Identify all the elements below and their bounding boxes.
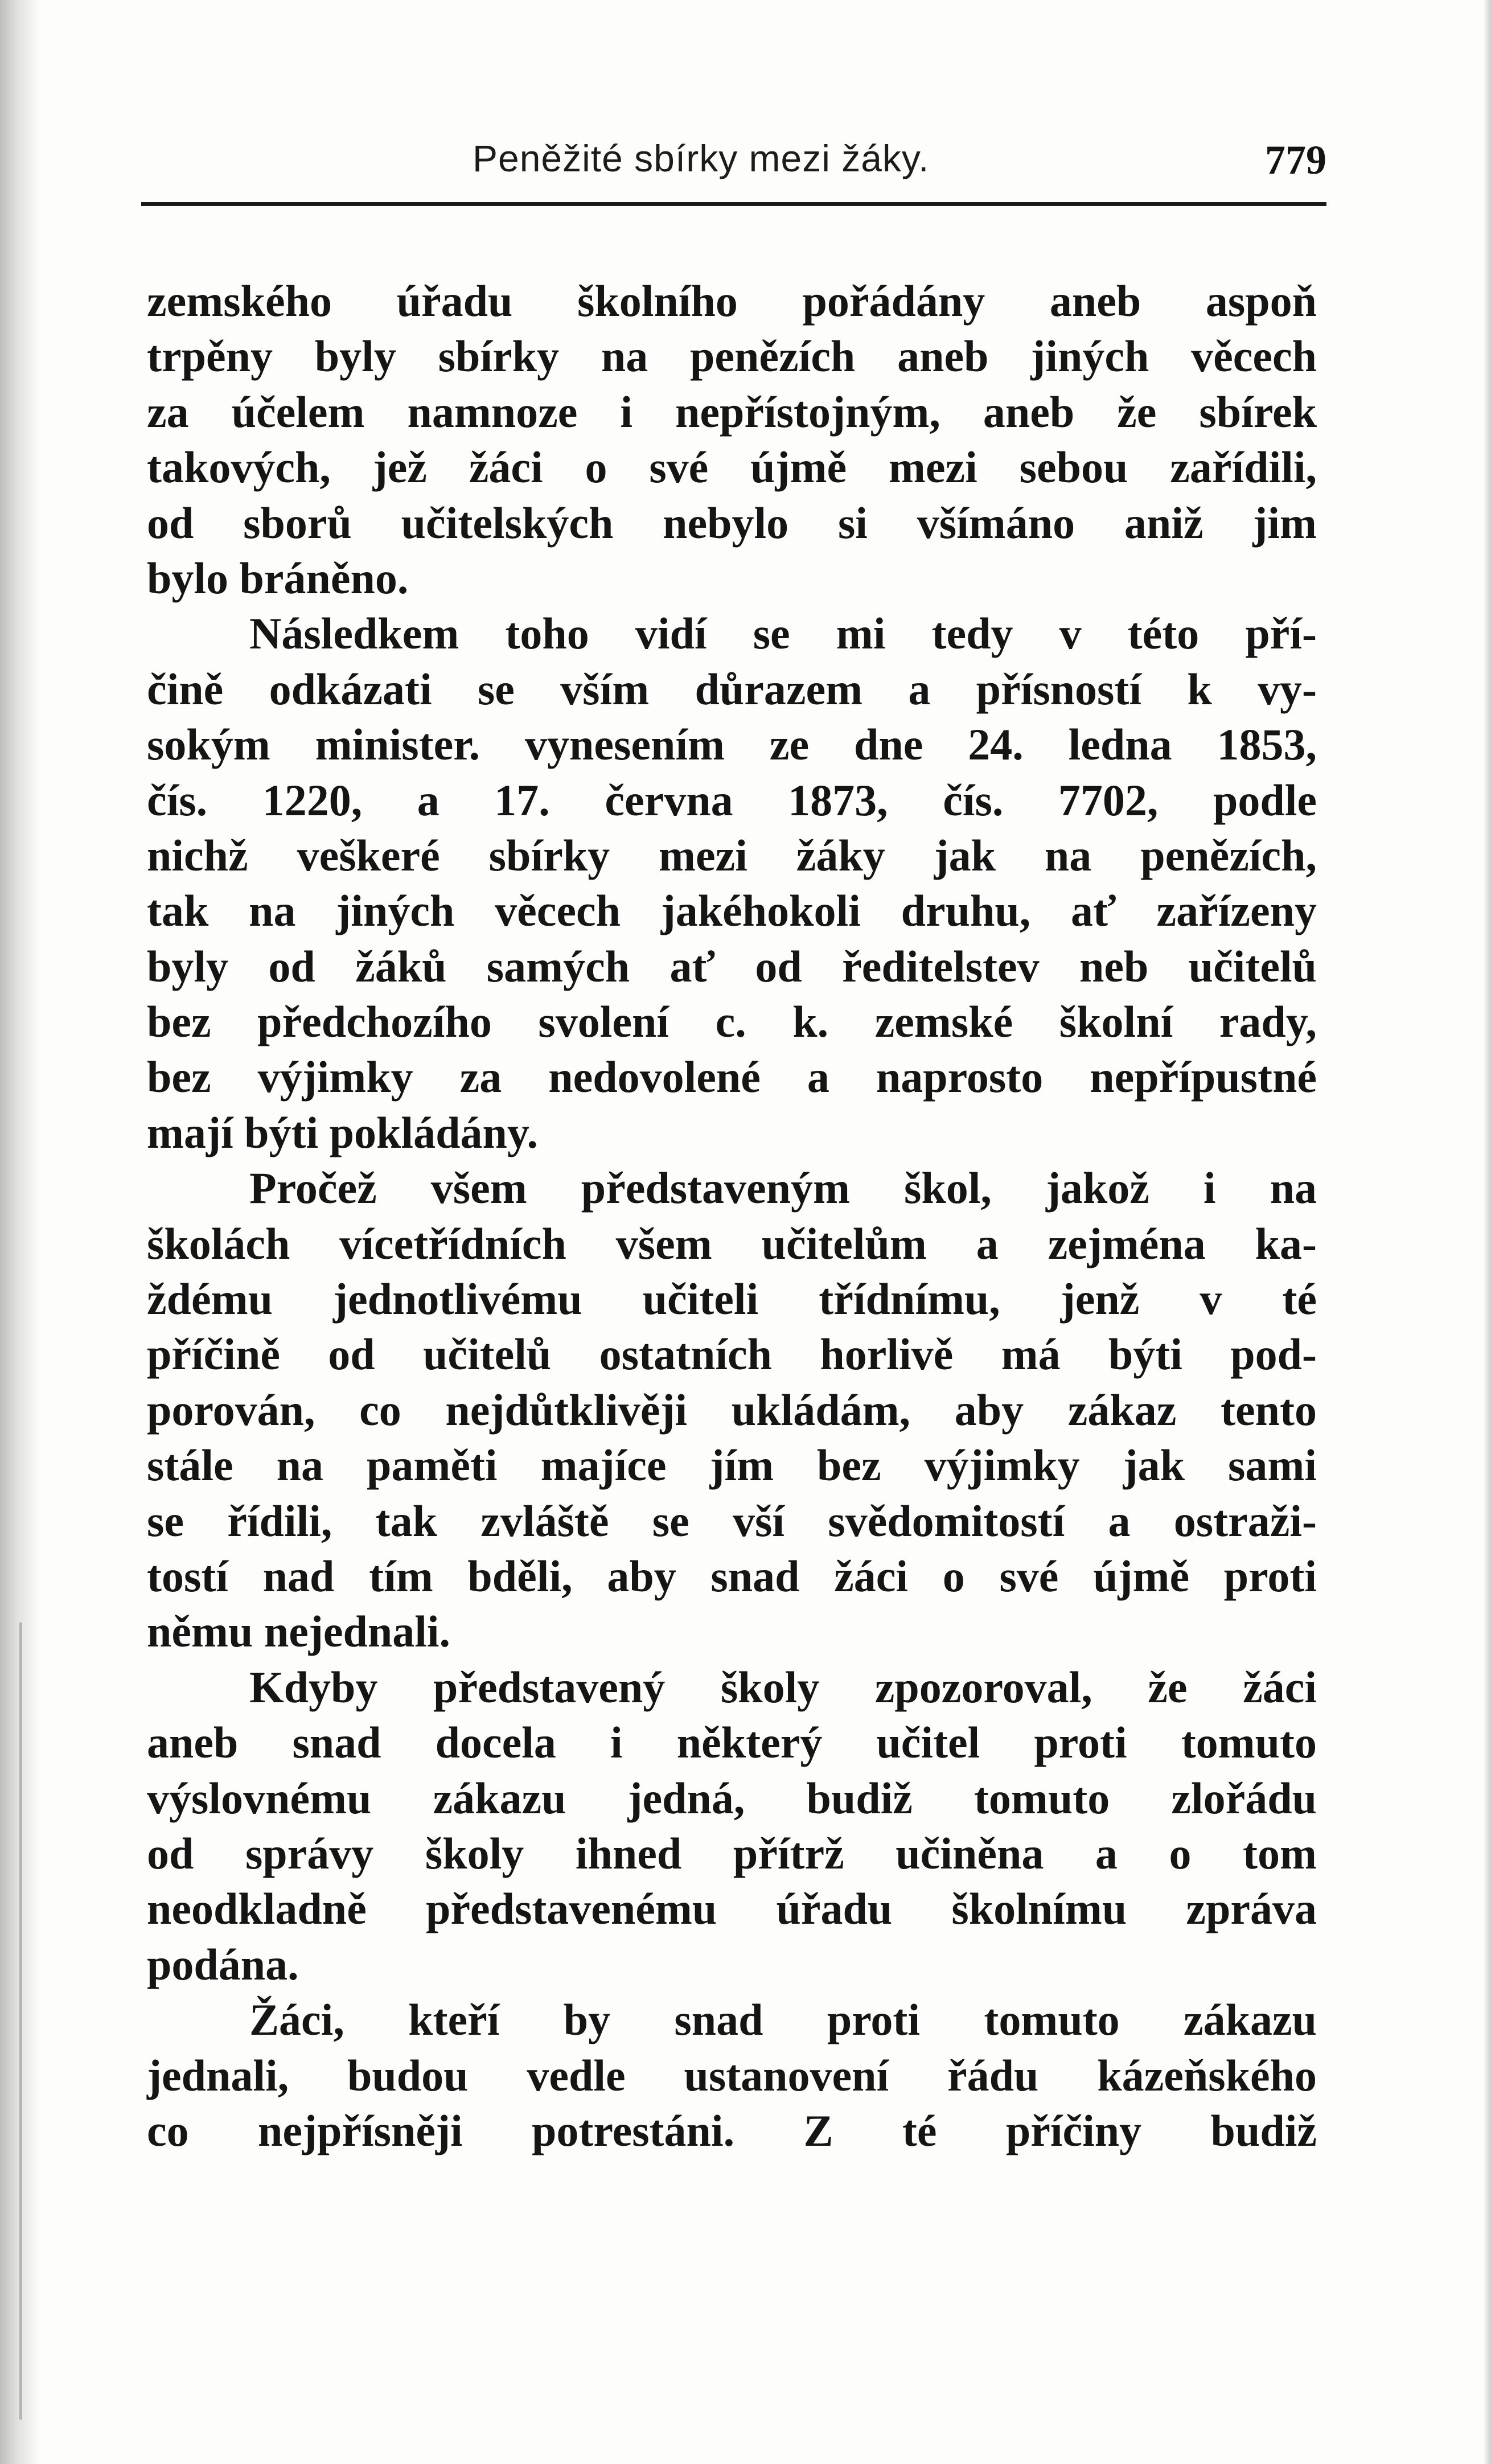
text-line: ždému jednotlivému učiteli třídnímu, jenž v té	[147, 1274, 1317, 1324]
text-line: aneb snad docela i některý učitel proti tomuto	[147, 1718, 1317, 1768]
text-line: neodkladně představenému úřadu školnímu zpráva	[147, 1884, 1317, 1934]
header-rule	[141, 202, 1326, 206]
text-line: výslovnému zákazu jedná, budiž tomuto zlořádu	[147, 1773, 1317, 1823]
text-line: mají býti pokládány.	[147, 1107, 539, 1157]
page-number: 779	[1265, 137, 1326, 183]
running-title: Peněžité sbírky mezi žáky.	[473, 137, 930, 179]
paragraph-start-line: Následkem toho vidí se mi tedy v této pří-	[249, 609, 1317, 659]
text-line: co nejpřísněji potrestáni. Z té příčiny budiž	[147, 2105, 1317, 2155]
text-line: bylo bráněno.	[147, 553, 409, 603]
text-line: nichž veškeré sbírky mezi žáky jak na penězích,	[147, 830, 1317, 880]
text-line: bez předchozího svolení c. k. zemské školní rady,	[147, 997, 1317, 1047]
text-line: za účelem namnoze i nepřístojným, aneb že sbírek	[147, 387, 1317, 437]
text-line: byly od žáků samých ať od ředitelstev neb učitelů	[147, 941, 1317, 991]
text-line: podána.	[147, 1939, 299, 1989]
paragraph-start-line: Žáci, kteří by snad proti tomuto zákazu	[249, 1995, 1317, 2045]
text-line: od správy školy ihned přítrž učiněna a o tom	[147, 1828, 1317, 1878]
binding-edge-mark	[19, 1623, 22, 2420]
text-line: sokým minister. vynesením ze dne 24. ledna 1853,	[147, 720, 1317, 770]
text-line: od sborů učitelských nebylo si všímáno aniž jim	[147, 498, 1317, 548]
paragraph-start-line: Kdyby představený školy zpozoroval, že žáci	[249, 1662, 1317, 1712]
text-line: tostí nad tím bděli, aby snad žáci o své újmě proti	[147, 1551, 1317, 1601]
text-line: zemského úřadu školního pořádány aneb aspoň	[147, 276, 1317, 326]
text-line: příčině od učitelů ostatních horlivě má býti pod-	[147, 1329, 1317, 1379]
paragraph-start-line: Pročež všem představeným škol, jakož i na	[249, 1163, 1317, 1213]
text-line: čís. 1220, a 17. června 1873, čís. 7702, podle	[147, 775, 1317, 825]
text-line: porován, co nejdůtklivěji ukládám, aby zákaz tento	[147, 1385, 1317, 1435]
text-line: takových, jež žáci o své újmě mezi sebou zařídili,	[147, 442, 1317, 492]
text-line: tak na jiných věcech jakéhokoli druhu, ať zařízeny	[147, 886, 1317, 936]
running-header	[142, 137, 1326, 194]
text-line: stále na paměti majíce jím bez výjimky jak sami	[147, 1440, 1317, 1490]
body-text	[147, 273, 1317, 2158]
text-line: školách vícetřídních všem učitelům a zejména ka-	[147, 1218, 1317, 1268]
text-line: němu nejednali.	[147, 1607, 451, 1657]
page-edge-shadow	[1483, 0, 1491, 2464]
text-line: čině odkázati se vším důrazem a přísností k vy-	[147, 664, 1317, 714]
text-line: se řídili, tak zvláště se vší svědomitostí a ostraži-	[147, 1496, 1317, 1546]
text-line: jednali, budou vedle ustanovení řádu kázeňského	[147, 2050, 1317, 2100]
text-line: trpěny byly sbírky na penězích aneb jiných věcech	[147, 331, 1317, 381]
text-line: bez výjimky za nedovolené a naprosto nepřípustné	[147, 1052, 1317, 1102]
